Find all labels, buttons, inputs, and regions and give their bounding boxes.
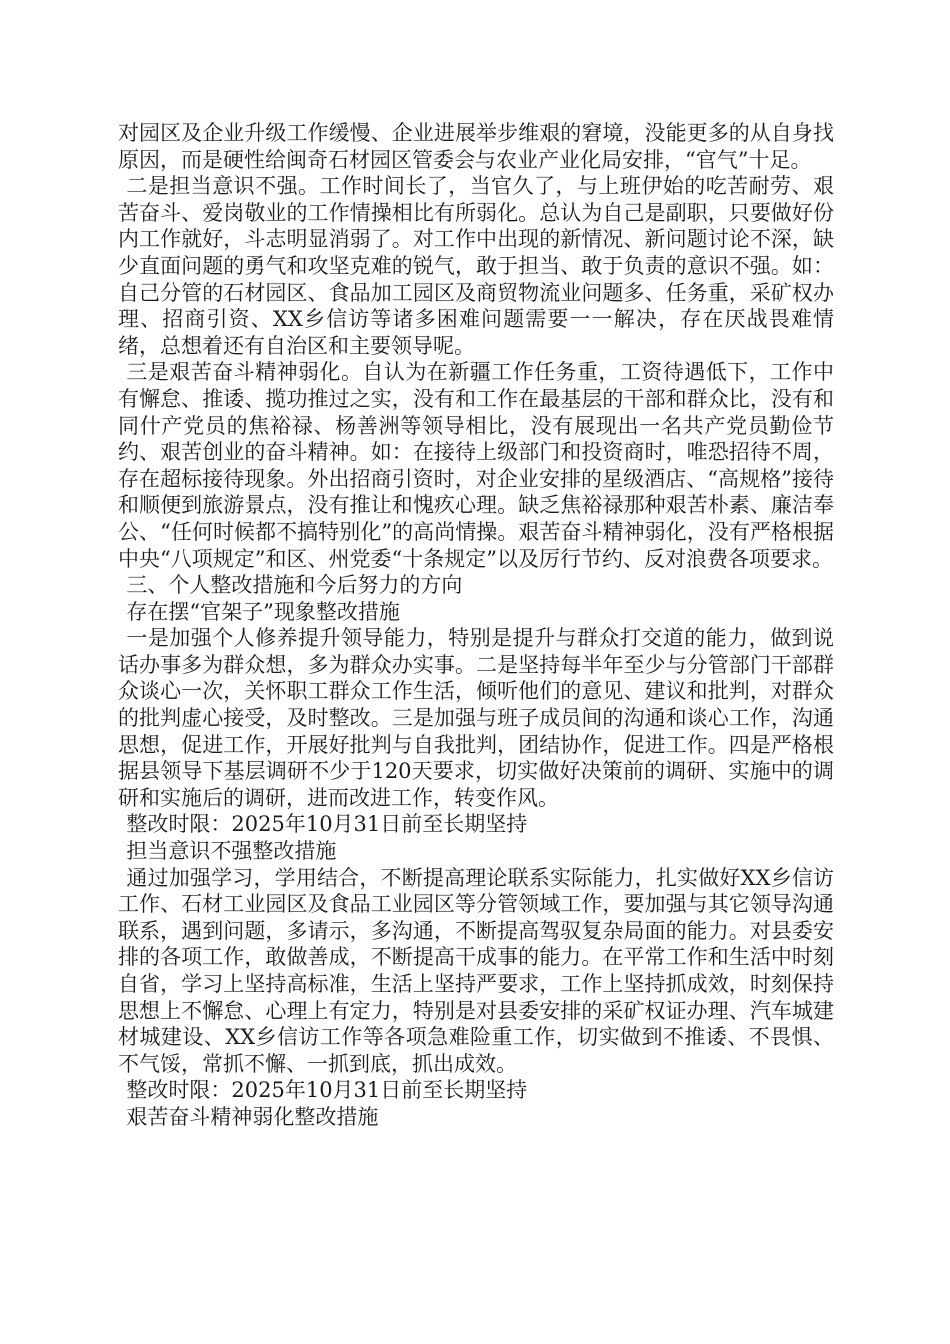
deadline-line-2: 整改时限：2025年10月31日前至长期坚持 xyxy=(126,1078,528,1103)
document-body xyxy=(118,120,834,1131)
subheading-official-airs: 存在摆“官架子”现象整改措施 xyxy=(126,599,400,624)
paragraph-measures-one: 一是加强个人修养提升领导能力，特别是提升与群众打交道的能力，做到说话办事多为群众想，多为群众办实事。二是坚持每半年至少与分管部门干部群众谈心一次，关怀职工群众工作生活，倾听他们的意见、建议和批判，对群众的批判虚心接受，及时整改。三是加强与班子成员间的沟通和谈心工作，沟通思想，促进工作，开展好批判与自我批判，团结协作，促进工作。四是严格根据县领导下基层调研不少于120天要求，切实做好决策前的调研、实施中的调研和实施后的调研，进而改进工作，转变作风。 xyxy=(118,626,834,810)
deadline-line-1: 整改时限：2025年10月31日前至长期坚持 xyxy=(126,812,528,837)
paragraph-measures-two: 通过加强学习，学用结合，不断提高理论联系实际能力，扎实做好XX乡信访工作、石材工业园区及食品工业园区等分管领域工作，要加强与其它领导沟通联系，遇到问题，多请示，多沟通，不断提高驾驭复杂局面的能力。对县委安排的各项工作，敢做善成，不断提高干成事的能力。在平常工作和生活中时刻自省，学习上坚持高标准，生活上坚持严要求，工作上坚持抓成效，时刻保持思想上不懈怠、心理上有定力，特别是对县委安排的采矿权证办理、汽车城建材城建设、XX乡信访工作等各项急难险重工作，切实做到不推诿、不畏惧、不气馁，常抓不懈、一抓到底，抓出成效。 xyxy=(118,865,834,1076)
section-heading-three: 三、个人整改措施和今后努力的方向 xyxy=(126,573,463,598)
paragraph-point-two: 二是担当意识不强。工作时间长了，当官久了，与上班伊始的吃苦耐劳、艰苦奋斗、爱岗敬业的工作情操相比有所弱化。总认为自己是副职，只要做好份内工作就好，斗志明显消弱了。对工作中出现的新情况、新问题讨论不深，缺少直面问题的勇气和攻坚克难的锐气，敢于担当、敢于负责的意识不强。如：自己分管的石材园区、食品加工园区及商贸物流业问题多、任务重，采矿权办理、招商引资、XX乡信访等诸多困难问题需要一一解决，存在厌战畏难情绪，总想着还有自治区和主要领导呢。 xyxy=(118,174,834,358)
subheading-hard-work: 艰苦奋斗精神弱化整改措施 xyxy=(126,1104,379,1129)
paragraph-point-three: 三是艰苦奋斗精神弱化。自认为在新疆工作任务重，工资待遇低下，工作中有懈怠、推诿、揽功推过之实，没有和工作在最基层的干部和群众比，没有和同什产党员的焦裕禄、杨善洲等领导相比，没有展现出一名共产党员勤俭节约、艰苦创业的奋斗精神。如：在接待上级部门和投资商时，唯恐招待不周，存在超标接待现象。外出招商引资时，对企业安排的星级酒店、“高规格”接待和顺便到旅游景点，没有推让和愧疚心理。缺乏焦裕禄那种艰苦朴素、廉洁奉公、“任何时候都不搞特别化”的高尚情操。艰苦奋斗精神弱化，没有严格根据中央“八项规定”和区、州党委“十条规定”以及厉行节约、反对浪费各项要求。 xyxy=(118,360,834,571)
paragraph-continuation: 对园区及企业升级工作缓慢、企业进展举步维艰的窘境，没能更多的从自身找原因，而是硬性给闽奇石材园区管委会与农业产业化局安排，“官气”十足。 xyxy=(118,121,834,172)
subheading-responsibility: 担当意识不强整改措施 xyxy=(126,839,337,864)
